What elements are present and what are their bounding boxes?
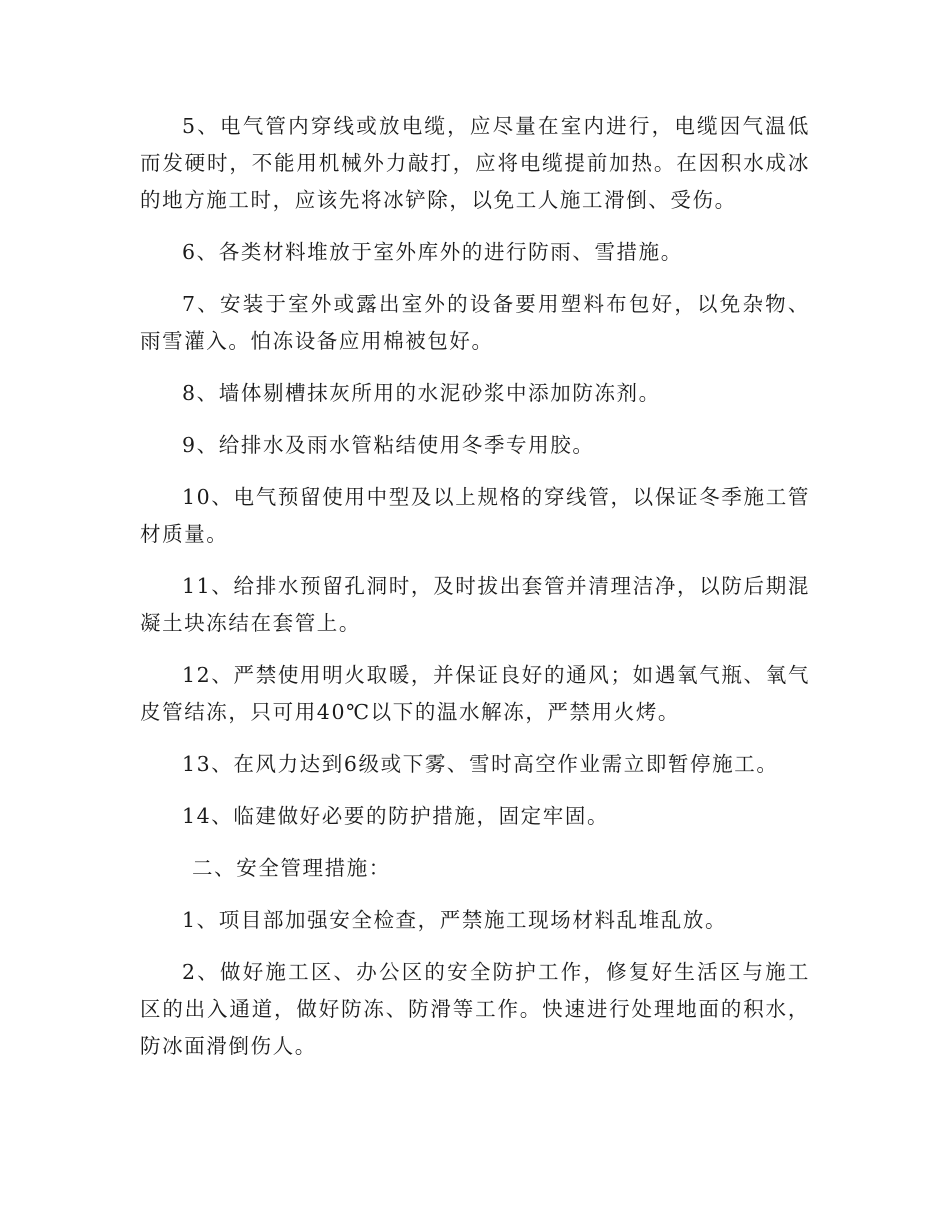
paragraph-item-6: 6、各类材料堆放于室外库外的进行防雨、雪措施。: [182, 240, 683, 264]
paragraph-item-12: 12、严禁使用明火取暖，并保证良好的通风；如遇氧气瓶、氧气皮管结冻，只可用40℃以下的温水解冻，严禁用火烤。: [140, 663, 810, 724]
paragraph-item-11: 11、给排水预留孔洞时，及时拔出套管并清理洁净，以防后期混凝土块冻结在套管上。: [140, 574, 810, 635]
safety-paragraph-item-2: 2、做好施工区、办公区的安全防护工作，修复好生活区与施工区的出入通道，做好防冻、防滑等工作。快速进行处理地面的积水，防冰面滑倒伤人。: [140, 960, 810, 1058]
paragraph-item-9: 9、给排水及雨水管粘结使用冬季专用胶。: [182, 433, 595, 457]
paragraph-item-8: 8、墙体剔槽抹灰所用的水泥砂浆中添加防冻剂。: [182, 381, 661, 405]
paragraph-item-7: 7、安装于室外或露出室外的设备要用塑料布包好，以免杂物、雨雪灌入。怕冻设备应用棉被包好。: [140, 292, 810, 353]
paragraph-item-14: 14、临建做好必要的防护措施，固定牢固。: [182, 804, 610, 828]
paragraph-item-5: 5、电气管内穿线或放电缆，应尽量在室内进行，电缆因气温低而发硬时，不能用机械外力敲打，应将电缆提前加热。在因积水成冰的地方施工时，应该先将冰铲除，以免工人施工滑倒、受伤。: [140, 114, 810, 212]
paragraph-item-10: 10、电气预留使用中型及以上规格的穿线管，以保证冬季施工管材质量。: [140, 485, 810, 546]
safety-paragraph-item-1: 1、项目部加强安全检查，严禁施工现场材料乱堆乱放。: [182, 908, 728, 932]
section-heading: 二、安全管理措施：: [192, 856, 391, 880]
document-body: [140, 108, 810, 1080]
paragraph-item-13: 13、在风力达到6级或下雾、雪时高空作业需立即暂停施工。: [182, 752, 779, 776]
